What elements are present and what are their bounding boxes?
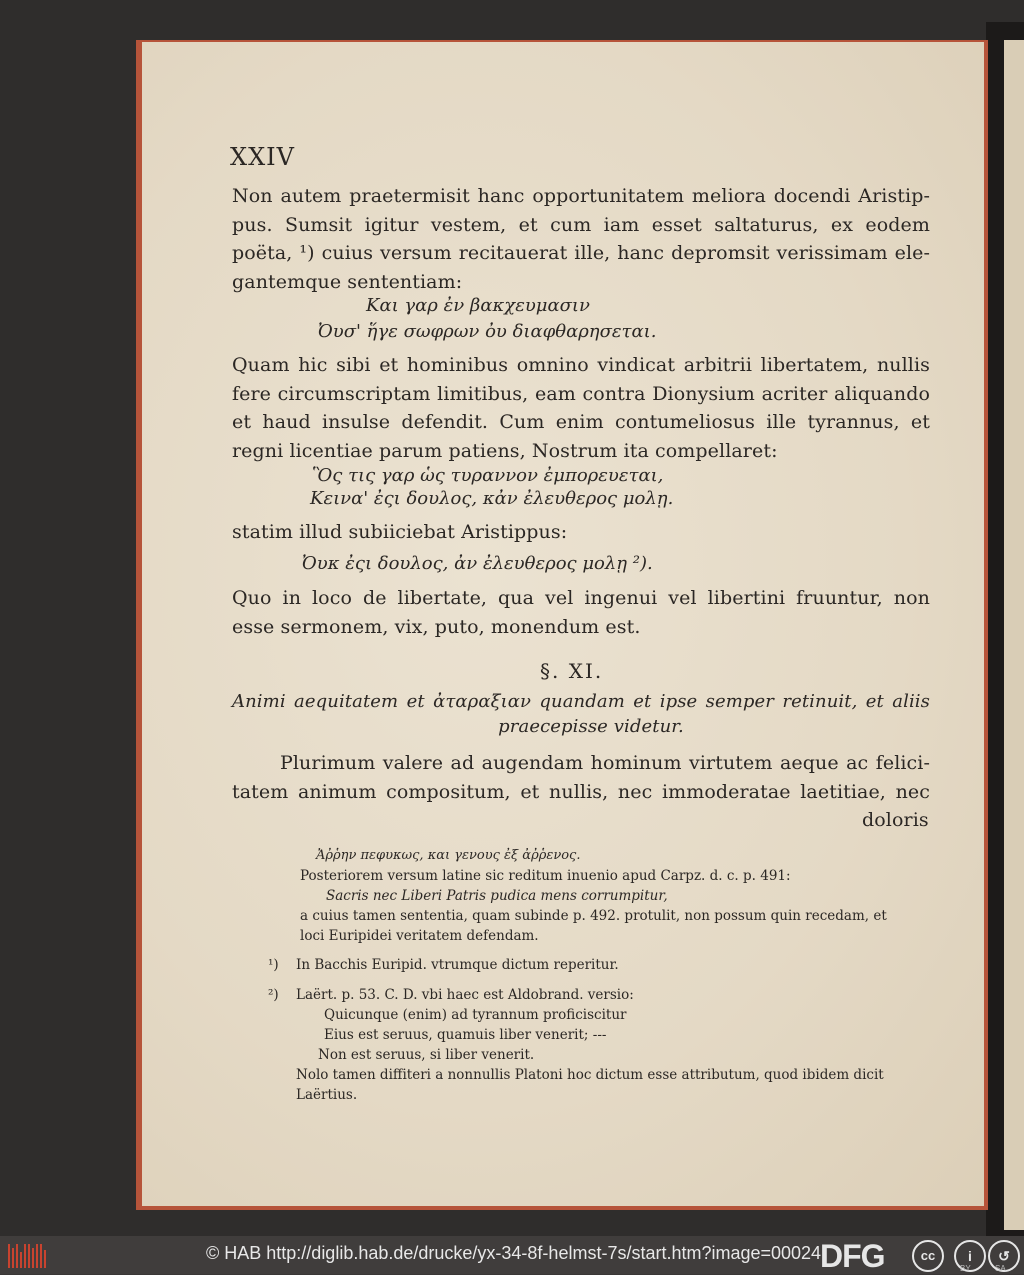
paragraph-5: [232, 749, 930, 806]
footnote-1-mark: ¹): [268, 957, 279, 973]
sa-icon[interactable]: ↺: [988, 1240, 1020, 1272]
footnote-line: Eius est seruus, quamuis liber venerit; ---: [324, 1027, 607, 1043]
paragraph-1: [232, 182, 930, 296]
greek-verse-line: Και γαρ ἐν βακχευμασιν: [366, 295, 590, 316]
footnote-1: In Bacchis Euripid. vtrumque dictum reperitur.: [296, 957, 619, 973]
by-icon[interactable]: i: [954, 1240, 986, 1272]
footnote-line: a cuius tamen sententia, quam subinde p. 492. protulit, non possum quin recedam, et: [300, 908, 887, 924]
footnote-line: Posteriorem versum latine sic reditum inuenio apud Carpz. d. c. p. 491:: [300, 868, 791, 884]
greek-verse-line: Ὀυκ ἐςι δουλος, ἀν ἐλευθερος μολῃ ²).: [302, 553, 653, 574]
dfg-logo: DFG: [820, 1238, 885, 1274]
paragraph-2: [232, 351, 930, 465]
heading-line: praecepisse videtur.: [498, 716, 684, 737]
greek-verse-line: Κεινα' ἐςι δουλος, κἀν ἐλευθερος μολῃ.: [310, 488, 674, 509]
text-line: pus. Sumsit igitur vestem, et cum iam esset saltaturus, ex eodem: [232, 213, 930, 236]
text-line: Quam hic sibi et hominibus omnino vindicat arbitrii libertatem, nullis: [232, 354, 930, 376]
text-line: tatem animum compositum, et nullis, nec immoderatae laetitiae, nec: [232, 780, 930, 803]
license-label-by: BY: [960, 1264, 971, 1273]
heading-line: Animi aequitatem et ἀταραξιαν quandam et ipse semper retinuit, et aliis: [232, 691, 930, 712]
paragraph-4: [232, 584, 930, 641]
footnote-line: Laërtius.: [296, 1087, 358, 1103]
text-line: poëta, ¹) cuius versum recitauerat ille, hanc depromsit verissimam ele-: [232, 242, 930, 264]
text-line: Plurimum valere ad augendam hominum virtutem aeque ac felici-: [280, 752, 930, 774]
footnote-line: Nolo tamen diffiteri a nonnullis Platoni hoc dictum esse attributum, quod ibidem dicit: [296, 1067, 884, 1083]
text-line: regni licentiae parum patiens, Nostrum ita compellaret:: [232, 439, 778, 462]
footnote-line: Quicunque (enim) ad tyrannum proficiscitur: [324, 1007, 627, 1023]
text-line: gantemque sententiam:: [232, 270, 463, 293]
text-line: esse sermonem, vix, puto, monendum est.: [232, 615, 641, 638]
license-label-sa: SA: [995, 1264, 1006, 1273]
footnote-line: loci Euripidei veritatem defendam.: [300, 928, 539, 944]
text-line: fere circumscriptam limitibus, eam contra Dionysium acriter aliquando: [232, 382, 930, 405]
footnote-line: Laërt. p. 53. C. D. vbi haec est Aldobrand. versio:: [296, 987, 634, 1003]
footnote-2-mark: ²): [268, 987, 279, 1003]
text-line: et haud insulse defendit. Cum enim contumeliosus ille tyrannus, et: [232, 411, 930, 433]
greek-footnote-line: Ἀῤῥην πεφυκως, και γενους ἐξ ἀῤῥενος.: [316, 848, 581, 863]
greek-verse-line: Ὀυσ' ἥγε σωφρων ὀυ διαφθαρησεται.: [318, 321, 657, 342]
hab-logo-icon: [8, 1244, 48, 1268]
next-page-edge: [1004, 40, 1024, 1230]
text-line: Quo in loco de libertate, qua vel ingenui vel libertini fruuntur, non: [232, 587, 930, 609]
section-heading: [232, 689, 930, 739]
cc-icon[interactable]: cc: [912, 1240, 944, 1272]
page-number-header: XXIV: [230, 143, 295, 171]
footnotes-continuation: [300, 846, 932, 946]
catchword: doloris: [862, 809, 929, 831]
footnote-2: [296, 985, 936, 1105]
section-mark: §. XI.: [540, 659, 604, 683]
paragraph-3: statim illud subiiciebat Aristippus:: [232, 521, 568, 543]
copyright-link[interactable]: © HAB http://diglib.hab.de/drucke/yx-34-8f-helmst-7s/start.htm?image=00024: [206, 1243, 822, 1263]
greek-verse-line: Ὃς τις γαρ ὡς τυραννον ἐμπορευεται,: [312, 465, 664, 486]
footnote-line: Non est seruus, si liber venerit.: [318, 1047, 535, 1063]
footnote-line: Sacris nec Liberi Patris pudica mens corrumpitur,: [326, 888, 668, 904]
text-line: Non autem praetermisit hanc opportunitatem meliora docendi Aristip-: [232, 185, 930, 207]
